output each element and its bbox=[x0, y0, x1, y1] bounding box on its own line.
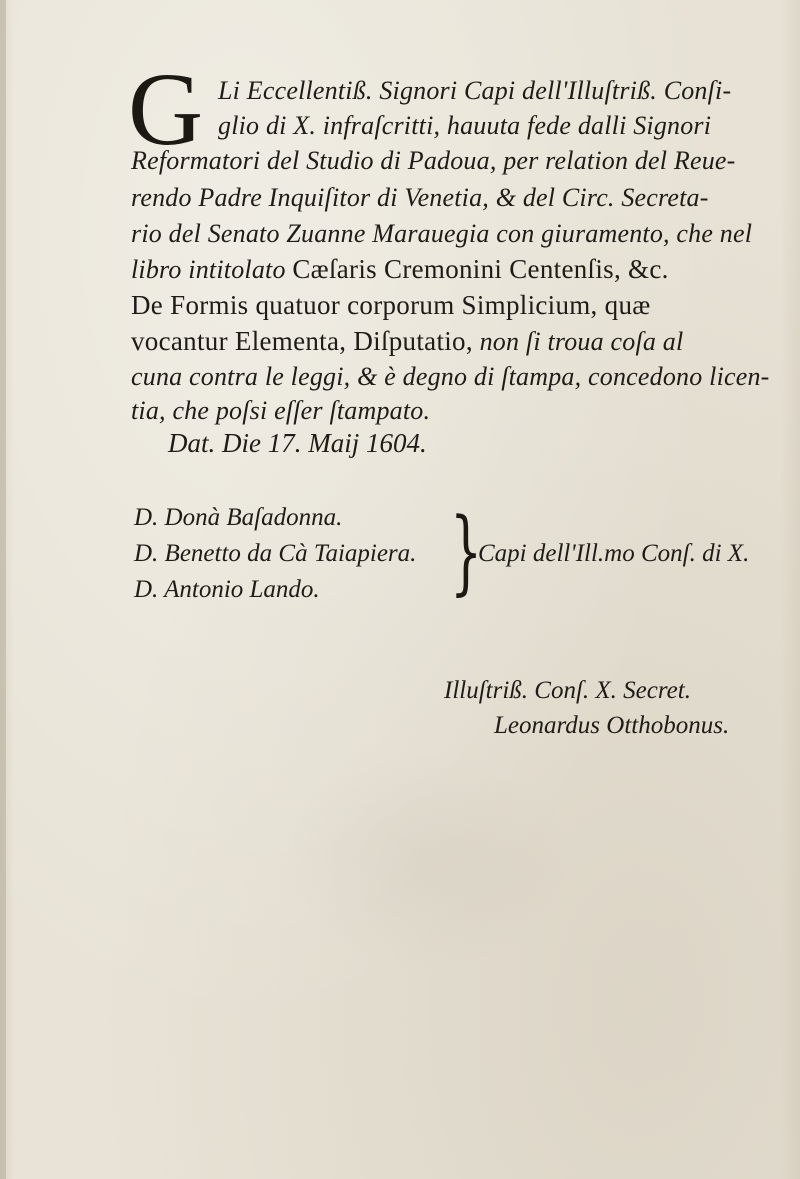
license-line-4: rendo Padre Inquiſitor di Venetia, & del Circ. Secreta- bbox=[131, 183, 709, 212]
paper-stain bbox=[280, 750, 580, 970]
signatory-2: D. Benetto da Cà Taiapiera. bbox=[134, 540, 417, 567]
secretary-title: Illuſtriß. Conſ. X. Secret. bbox=[444, 677, 691, 704]
book-author: Cæſaris Cremonini Centenſis, &c. bbox=[292, 254, 669, 284]
binding-edge bbox=[0, 0, 6, 1179]
signatory-3: D. Antonio Lando. bbox=[134, 576, 320, 603]
secretary-name: Leonardus Otthobonus. bbox=[494, 712, 730, 739]
license-line-9: cuna contra le leggi, & è degno di ſtampa, concedono licen- bbox=[131, 362, 770, 391]
signatory-1: D. Donà Baſadonna. bbox=[134, 504, 343, 531]
license-line-6 bbox=[131, 254, 669, 285]
book-title-line-1: De Formis quatuor corporum Simplicium, quæ bbox=[131, 290, 651, 320]
license-line-3: Reformatori del Studio di Padoua, per relation del Reue- bbox=[131, 146, 736, 175]
capi-label: Capi dell'Ill.mo Conſ. di X. bbox=[478, 540, 750, 567]
brace-glyph: } bbox=[450, 498, 483, 605]
drop-cap: G bbox=[128, 52, 204, 167]
license-line-8-italic: non ſi troua coſa al bbox=[479, 327, 684, 356]
license-line-2: glio di X. infraſcritti, hauuta fede dalli Signori bbox=[218, 111, 712, 140]
license-line-5: rio del Senato Zuanne Marauegia con giuramento, che nel bbox=[131, 219, 753, 248]
book-title-line-2: vocantur Elementa, Diſputatio, bbox=[131, 326, 473, 356]
license-line-10: tia, che poſsi eſſer ſtampato. bbox=[131, 396, 431, 425]
license-line-1: Li Eccellentiß. Signori Capi dell'Illuſtriß. Conſi- bbox=[218, 76, 732, 105]
license-date: Dat. Die 17. Maij 1604. bbox=[168, 428, 427, 458]
license-line-8 bbox=[131, 326, 683, 357]
book-title-intro: libro intitolato bbox=[131, 255, 286, 284]
